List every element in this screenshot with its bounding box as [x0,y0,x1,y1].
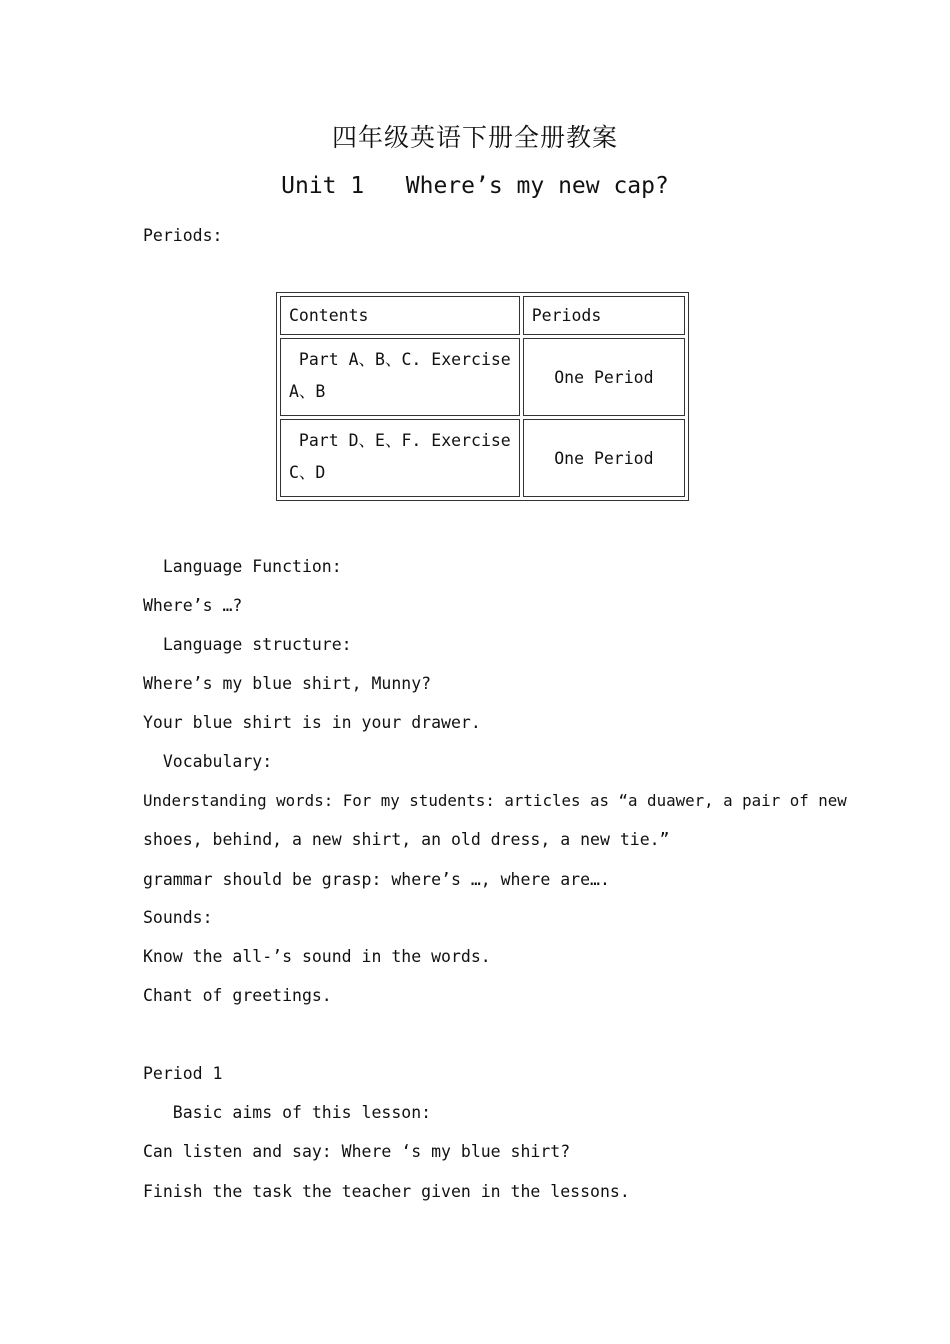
header-periods: Periods [523,296,685,335]
contents-line: A、B [289,382,326,401]
aim-line: Can listen and say: Where ‘s my blue shirt? [143,1142,571,1161]
language-function-heading: Language Function: [143,557,342,576]
chant-line: Chant of greetings. [143,986,332,1005]
contents-cell [280,419,520,497]
contents-line: Part D、E、F. Exercise [289,431,511,450]
contents-cell [280,338,520,416]
structure-line: Where’s my blue shirt, Munny? [143,674,432,693]
periods-table [276,292,689,501]
period-cell: One Period [523,419,685,497]
sounds-line: Know the all-’s sound in the words. [143,947,491,966]
period-cell: One Period [523,338,685,416]
contents-line: C、D [289,463,326,482]
vocabulary-line: Understanding words: For my students: articles as “a duawer, a pair of new [143,791,847,810]
period-heading: Period 1 [143,1064,223,1083]
basic-aims-heading: Basic aims of this lesson: [143,1103,432,1122]
contents-line: Part A、B、C. Exercise [289,350,511,369]
table-row [280,338,685,416]
language-function-text: Where’s …? [143,596,243,615]
vocabulary-heading: Vocabulary: [143,752,273,771]
table-row [280,419,685,497]
unit-title: Unit 1 Where’s my new cap? [281,173,669,199]
aim-line: Finish the task the teacher given in the lessons. [143,1182,630,1201]
vocabulary-line: shoes, behind, a new shirt, an old dress, a new tie.” [143,830,670,849]
document-title: 四年级英语下册全册教案 [331,123,618,152]
language-structure-heading: Language structure: [143,635,352,654]
structure-line: Your blue shirt is in your drawer. [143,713,481,732]
grammar-line: grammar should be grasp: where’s …, where are…. [143,870,610,889]
periods-label: Periods: [143,226,223,245]
sounds-heading: Sounds: [143,908,213,927]
header-contents: Contents [280,296,520,335]
table-header-row [280,296,685,335]
